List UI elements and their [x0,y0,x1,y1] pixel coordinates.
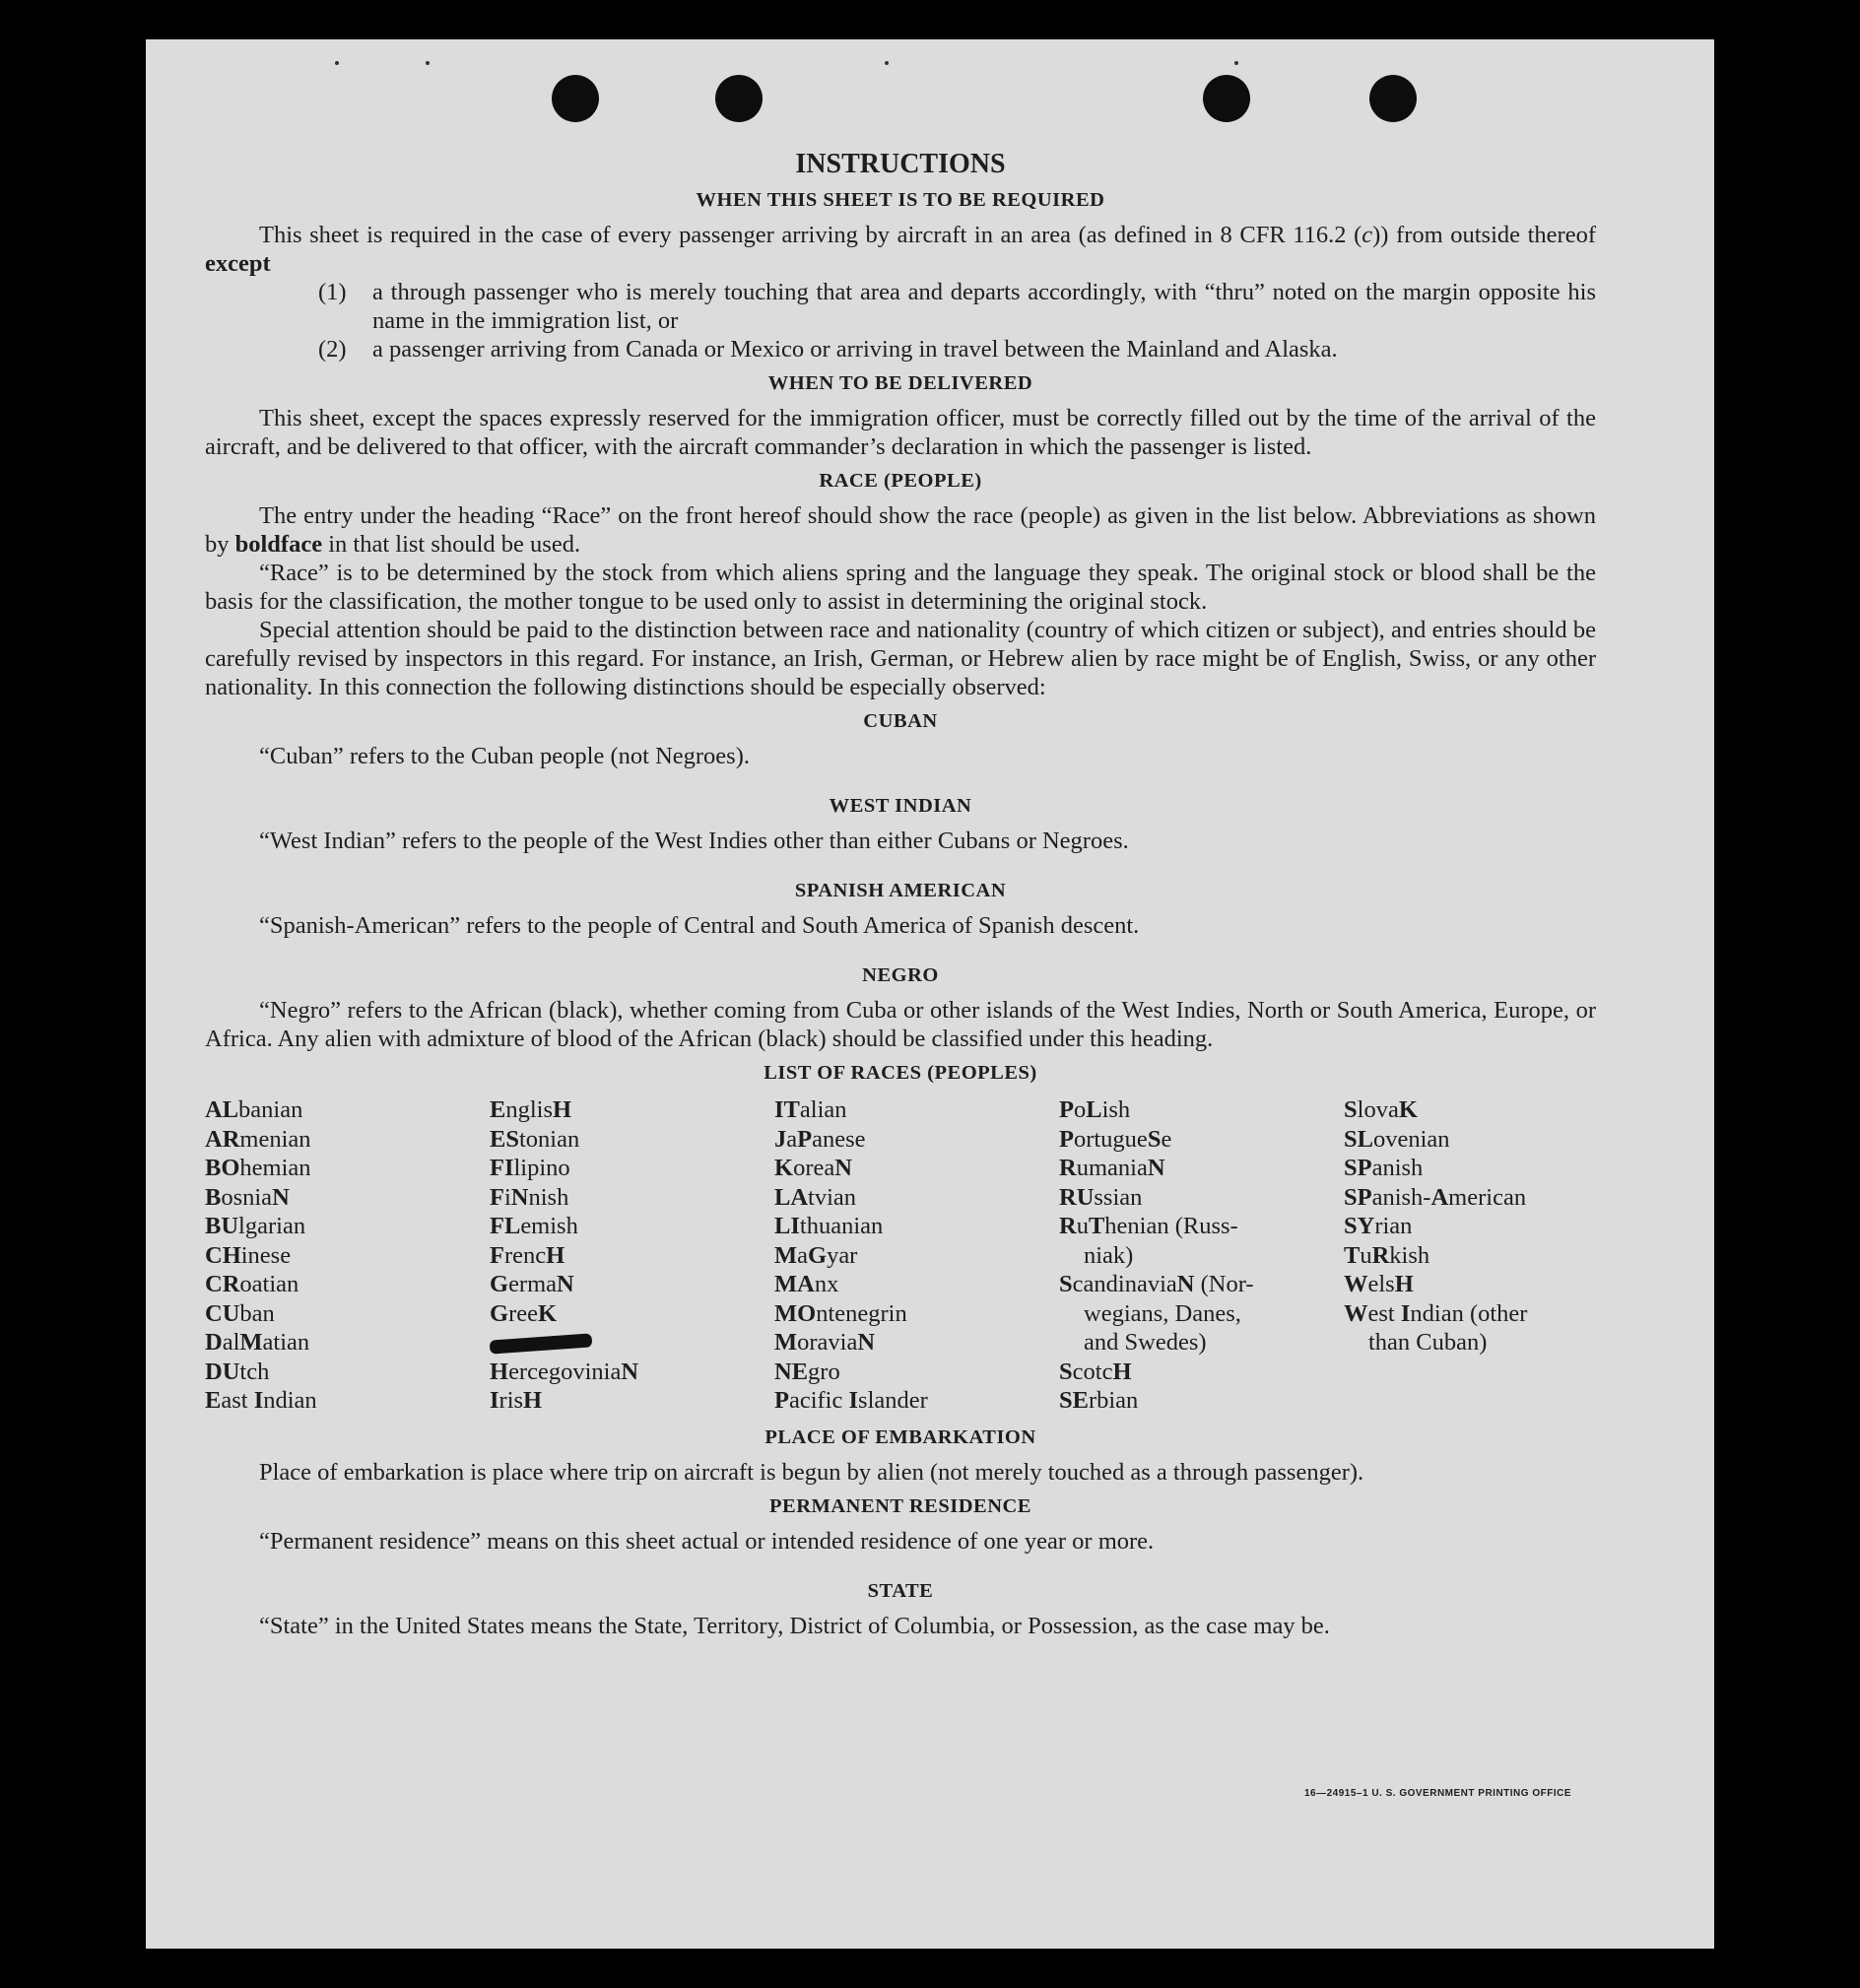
race-name-part: kish [1389,1241,1430,1269]
race-abbrev-part: J [774,1125,787,1153]
punch-hole [715,75,763,122]
race-abbrev-part: T [1088,1213,1105,1239]
heading-permanent-residence: PERMANENT RESIDENCE [769,1494,1031,1517]
race-entry [205,1154,490,1183]
paragraph-negro: “Negro” refers to the African (black), whether coming from Cuba or other islands of the West Indies, North or South America, Europe, or Africa. Any alien with admixture of blood of the African (black) should be classified under this heading. [205,997,1596,1052]
race-abbrev-part: G [808,1241,828,1269]
race-name-part: ish [1101,1096,1131,1123]
race-name-part: lipino [513,1155,570,1181]
race-abbrev-part: SE [1059,1387,1089,1414]
race-name-part: ovenian [1372,1125,1450,1153]
race-entry [205,1358,490,1387]
race-entry [205,1386,490,1416]
race-abbrev-part: L [1086,1096,1102,1123]
race-name-part: nish [528,1183,569,1211]
struck-out-entry [490,1334,593,1355]
heading-west-indian: WEST INDIAN [829,795,972,817]
race-abbrev-part: R [1371,1241,1390,1269]
race-abbrev-part: H [490,1358,509,1385]
race-name-continued: and Swedes) [1084,1329,1207,1356]
punch-hole [1369,75,1417,122]
race-entry [1059,1270,1344,1358]
race-abbrev-part: N [557,1271,574,1297]
race-name-part: ntenegrin [816,1299,907,1327]
race-name-part: ndian (other [1410,1299,1528,1327]
race-entry [774,1241,1059,1271]
list-item [205,278,1596,335]
race-entry [1059,1095,1344,1125]
race-abbrev-part: A [1430,1183,1449,1211]
race-entry [1059,1183,1344,1213]
heading-race: RACE (PEOPLE) [819,470,982,492]
race-abbrev-part: G [490,1271,509,1297]
race-abbrev-part: MA [774,1271,815,1297]
race-entry [1344,1183,1596,1213]
heading-spanish-american: SPANISH AMERICAN [794,880,1007,901]
race-entry [205,1125,490,1155]
race-name-part: ris [498,1387,524,1414]
race-name-part: u [1076,1213,1089,1239]
race-abbrev-part: K [774,1155,794,1181]
heading-list-of-races: LIST OF RACES (PEOPLES) [764,1062,1037,1084]
paragraph-cuban: “Cuban” refers to the Cuban people (not Negroes). [259,743,750,769]
race-name-part: atian [262,1329,310,1356]
race-abbrev-part: K [1398,1096,1418,1123]
race-name-part: u [1360,1241,1372,1269]
race-abbrev-part: N [1147,1155,1165,1181]
race-entry [490,1241,774,1271]
race-entry [1059,1212,1344,1270]
race-column [205,1095,490,1416]
speck [885,61,889,65]
paragraph-embarkation: Place of embarkation is place where trip on aircraft is begun by alien (not merely touched as a through passenger). [259,1458,1364,1486]
race-abbrev-part: I [253,1387,264,1414]
race-name-part: nx [814,1271,839,1297]
race-name-part: ortugue [1073,1125,1148,1153]
race-name-part: osnia [221,1183,273,1211]
race-abbrev-part: BU [205,1213,239,1239]
race-entry [1344,1095,1596,1125]
race-name-part: lova [1357,1096,1399,1123]
race-entry [1344,1241,1596,1271]
race-abbrev-part: FI [490,1155,514,1181]
race-abbrev-part: CR [205,1271,240,1297]
race-entry [490,1095,774,1125]
race-name-part: anese [812,1125,866,1153]
race-abbrev-part: CH [205,1241,241,1269]
race-name-part: oravia [797,1329,858,1356]
race-abbrev-part: LI [774,1213,800,1239]
paragraph-race-3: Special attention should be paid to the distinction between race and nationality (country of which citizen or subject), and entries should be carefully revised by inspectors in this regard. For instance, an Irish, German, or Hebrew alien by race might be of English, Swiss, or any other nationality. In this connection the following distinctions should be especially observed: [205,617,1596,700]
race-entry [490,1299,774,1329]
race-name-part: orea [793,1155,835,1181]
race-list [205,1095,1596,1416]
punch-hole [1203,75,1250,122]
text-segment: The entry under the heading “Race” on the front hereof should show the race (people) as given in the list below. Abbreviations as shown by [205,502,1596,558]
race-entry [490,1328,774,1358]
paragraph-permanent-residence: “Permanent residence” means on this sheet actual or intended residence of one year or more. [259,1527,1155,1555]
race-abbrev-part: H [546,1241,565,1269]
race-name-part: els [1367,1271,1395,1297]
race-entry [205,1183,490,1213]
race-abbrev-part: H [1394,1271,1414,1297]
race-entry [1059,1154,1344,1183]
text-segment: )) from outside thereof [1372,222,1596,248]
printer-imprint: 16—24915–1 U. S. GOVERNMENT PRINTING OFFICE [1303,1788,1571,1799]
race-abbrev-part: DU [205,1358,240,1385]
race-entry [205,1241,490,1271]
race-entry [205,1095,490,1125]
race-name-part: ndian [263,1387,317,1414]
race-abbrev-part: R [1059,1213,1077,1239]
speck [426,61,430,65]
text-segment: This sheet is required in the case of every passenger arriving by aircraft in an area (as defined in 8 CFR 116.2 ( [259,222,1362,248]
speck [1234,61,1238,65]
race-name-part: ssian [1094,1183,1143,1211]
paragraph-when-required [205,221,1596,278]
race-name-part: ercegovinia [508,1358,622,1385]
race-name-part: a [786,1125,798,1153]
race-entry [774,1386,1059,1416]
race-abbrev-part: I [1400,1299,1411,1327]
race-abbrev-part: MO [774,1299,817,1327]
race-abbrev-part: NE [774,1358,809,1385]
race-name-part: erma [508,1271,558,1297]
race-abbrev-part: W [1344,1299,1368,1327]
race-abbrev-part: M [239,1329,263,1356]
race-entry [205,1212,490,1241]
race-abbrev-part: SL [1344,1125,1373,1153]
race-entry [774,1183,1059,1213]
race-name-part: hemian [239,1155,311,1181]
paragraph-state: “State” in the United States means the State, Territory, District of Columbia, or Possession, as the case may be. [259,1612,1330,1639]
race-abbrev-part: N [510,1183,529,1211]
race-name-part: rbian [1088,1387,1139,1414]
race-name-part: emish [520,1213,578,1239]
race-name-part: yar [827,1241,858,1269]
race-abbrev-part: M [774,1329,798,1356]
race-abbrev-part: B [205,1183,222,1211]
race-abbrev-part: F [490,1241,504,1269]
race-abbrev-part: LA [774,1183,809,1211]
race-abbrev-part: K [537,1299,558,1327]
race-entry [490,1386,774,1416]
race-abbrev-part: ES [490,1125,519,1153]
race-name-part: anish- [1371,1183,1431,1211]
race-abbrev-part: AR [205,1125,240,1153]
race-entry [774,1154,1059,1183]
race-abbrev-part: R [1059,1155,1077,1181]
race-entry [205,1328,490,1358]
race-name-part: thuanian [799,1213,884,1239]
race-name-part: lgarian [238,1213,306,1239]
race-abbrev-part: G [490,1299,509,1327]
race-abbrev-part: T [1344,1241,1361,1269]
race-abbrev-part: CU [205,1299,240,1327]
race-abbrev-part: P [1059,1125,1074,1153]
race-entry [774,1125,1059,1155]
race-name-part: i [503,1183,511,1211]
race-abbrev-part: SP [1344,1183,1372,1211]
spacer [205,855,1596,871]
race-name-part: al [222,1329,240,1356]
race-entry [1344,1125,1596,1155]
race-entry [490,1183,774,1213]
race-name-part: ast [221,1387,254,1414]
race-entry [1344,1212,1596,1241]
race-abbrev-part: H [553,1096,572,1123]
text-segment: except [205,250,271,277]
race-abbrev-part: E [490,1096,506,1123]
spacer [205,1556,1596,1571]
race-name-part: ree [508,1299,538,1327]
race-entry [774,1212,1059,1241]
race-entry [1059,1358,1344,1387]
race-name-continued: than Cuban) [1368,1329,1488,1356]
race-entry [1344,1270,1596,1299]
list-item [205,335,1596,364]
race-abbrev-part: F [490,1183,504,1211]
paragraph-when-delivered: This sheet, except the spaces expressly reserved for the immigration officer, must be correctly filled out by the time of the arrival of the aircraft, and be delivered to that officer, with the aircraft commander’s declaration in which the passenger is listed. [205,405,1596,460]
race-name-part: tonian [518,1125,580,1153]
punch-hole [552,75,599,122]
race-entry [490,1125,774,1155]
heading-cuban: CUBAN [863,710,938,732]
race-entry [774,1270,1059,1299]
race-abbrev-part: N [857,1329,876,1356]
race-name-part: henian (Russ- [1104,1213,1238,1239]
race-name-part: renc [503,1241,547,1269]
heading-negro: NEGRO [862,964,939,986]
document-sheet [146,39,1714,1949]
race-abbrev-part: E [205,1387,222,1414]
race-name-part: acific [788,1387,849,1414]
race-entry [205,1299,490,1329]
race-name-part: oatian [239,1271,299,1297]
item-number: (2) [318,336,347,363]
text-segment: in that list should be used. [322,531,581,558]
race-name-part: nglis [505,1096,553,1123]
item-number: (1) [318,279,347,305]
race-name-part: ban [239,1299,275,1327]
page-title: INSTRUCTIONS [795,149,1006,179]
paragraph-race-2: “Race” is to be determined by the stock from which aliens spring and the language they speak. The original stock or blood shall be the basis for the classification, the mother tongue to be used only to assist in determining the original stock. [205,560,1596,615]
race-abbrev-part: M [774,1241,798,1269]
race-abbrev-part: P [797,1125,813,1153]
text-segment: c [1362,222,1373,248]
race-entry [490,1154,774,1183]
race-abbrev-part: AL [205,1096,239,1123]
race-name-part: tvian [808,1183,857,1211]
item-text: a passenger arriving from Canada or Mexico or arriving in travel between the Mainland and Alaska. [372,336,1338,363]
race-abbrev-part: N [621,1358,639,1385]
race-column [490,1095,774,1416]
race-entry [1059,1386,1344,1416]
race-abbrev-part: N [1176,1271,1195,1297]
race-abbrev-part: N [834,1155,852,1181]
race-entry [205,1270,490,1299]
race-name-part: merican [1448,1183,1527,1211]
race-abbrev-part: I [848,1387,859,1414]
race-name-part: a [797,1241,808,1269]
race-abbrev-part: H [1112,1358,1132,1385]
race-entry [774,1299,1059,1329]
race-entry [1344,1299,1596,1358]
race-name-part: candinavia [1072,1271,1177,1297]
race-name-part: umania [1076,1155,1148,1181]
heading-when-delivered: WHEN TO BE DELIVERED [767,372,1033,394]
race-name-part: o [1073,1096,1087,1123]
race-name-part: e [1161,1125,1172,1153]
race-name-part: menian [239,1125,311,1153]
race-abbrev-part: H [523,1387,543,1414]
paragraph-race-1 [205,501,1596,559]
heading-embarkation: PLACE OF EMBARKATION [764,1425,1036,1448]
race-column [1059,1095,1344,1416]
race-name-continued: niak) [1084,1241,1134,1269]
race-column [1344,1095,1596,1416]
speck [335,61,339,65]
paragraph-spanish-american: “Spanish-American” refers to the people of Central and South America of Spanish descent. [259,912,1140,939]
race-entry [490,1270,774,1299]
heading-when-required: WHEN THIS SHEET IS TO BE REQUIRED [696,189,1105,211]
race-column [774,1095,1059,1416]
race-name-part: anish [1371,1155,1424,1181]
race-abbrev-part: P [1059,1096,1074,1123]
race-entry [1344,1154,1596,1183]
race-abbrev-part: BO [205,1155,240,1181]
text-segment: boldface [234,531,323,558]
race-entry [490,1212,774,1241]
race-entry [774,1328,1059,1358]
race-name-part: gro [808,1358,840,1385]
spacer [205,770,1596,786]
paragraph-west-indian: “West Indian” refers to the people of the West Indies other than either Cubans or Negroes. [259,828,1129,854]
heading-state: STATE [867,1579,934,1602]
race-abbrev-part: W [1344,1271,1368,1297]
item-text: a through passenger who is merely touching that area and departs accordingly, with “thru” noted on the margin opposite his name in the immigration list, or [372,279,1596,334]
race-name-part: banian [238,1096,303,1123]
race-abbrev-part: FL [490,1213,521,1239]
race-abbrev-part: S [1059,1271,1073,1297]
race-abbrev-part: D [205,1329,223,1356]
race-abbrev-part: SY [1344,1213,1375,1239]
race-abbrev-part: S [1147,1125,1162,1153]
race-abbrev-part: N [272,1183,290,1211]
race-abbrev-part: IT [774,1096,800,1123]
race-name-part: (Nor- [1194,1271,1254,1297]
instructions-content [205,150,1596,1640]
race-entry [774,1095,1059,1125]
race-abbrev-part: SP [1344,1155,1372,1181]
spacer [205,940,1596,956]
race-name-part: tch [239,1358,270,1385]
race-name-continued: wegians, Danes, [1084,1299,1241,1327]
race-name-part: rian [1374,1213,1413,1239]
race-name-part: inese [240,1241,292,1269]
race-name-part: est [1367,1299,1401,1327]
race-abbrev-part: RU [1059,1183,1095,1211]
race-abbrev-part: P [774,1387,789,1414]
race-name-part: alian [799,1096,847,1123]
race-entry [774,1358,1059,1387]
race-abbrev-part: S [1344,1096,1358,1123]
race-name-part: slander [858,1387,928,1414]
race-name-part: cotc [1072,1358,1113,1385]
race-abbrev-part: S [1059,1358,1073,1385]
race-abbrev-part: I [490,1387,499,1414]
race-entry [1059,1125,1344,1155]
